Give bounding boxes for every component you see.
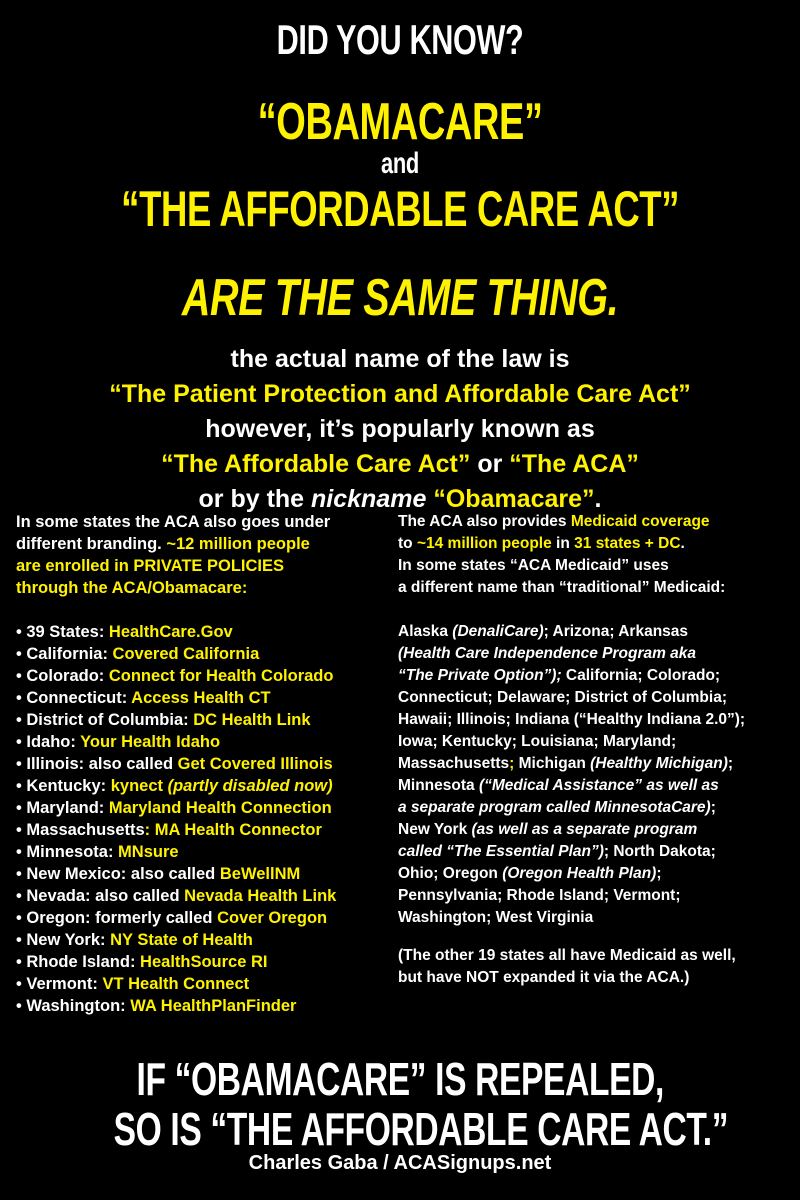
- text-segment: • Washington:: [16, 997, 131, 1015]
- text-segment: ;: [509, 755, 515, 772]
- text-segment: Covered California: [112, 645, 260, 663]
- text-segment: Maryland Health Connection: [108, 799, 332, 817]
- text-segment: : MA Health Connector: [144, 821, 322, 839]
- medicaid-intro: [398, 511, 795, 599]
- list-item: [16, 863, 398, 885]
- text-segment: a different name than “traditional” Medicaid:: [398, 579, 726, 596]
- text-segment: (The other 19 states all have Medicaid as well,: [398, 947, 736, 964]
- text-segment: the actual name of the law is: [230, 345, 570, 373]
- list-item: [16, 775, 398, 797]
- text-segment: through the ACA/Obamacare:: [16, 579, 248, 597]
- text-segment: to: [398, 535, 417, 552]
- text-segment: • Rhode Island:: [16, 953, 141, 971]
- text-segment: ; North Dakota;: [603, 843, 716, 860]
- text-segment: Massachusetts: [398, 755, 510, 772]
- text-segment: Connecticut; Delaware; District of Columbia;: [398, 689, 727, 706]
- text-segment: (as well as a separate program: [471, 821, 698, 838]
- list-item: [16, 885, 398, 907]
- text-segment: WA HealthPlanFinder: [130, 997, 297, 1015]
- text-segment: different branding.: [16, 535, 167, 553]
- text-segment: 31 states + DC: [574, 535, 681, 552]
- list-item: [16, 973, 398, 995]
- text-segment: “Obamacare”: [433, 485, 595, 513]
- text-segment: Minnesota: [398, 777, 479, 794]
- text-segment: but have NOT expanded it via the ACA.): [398, 969, 690, 986]
- headline-obamacare: [0, 92, 800, 152]
- repeal-headline-line1: IF “OBAMACARE” IS REPEALED,: [136, 1053, 664, 1105]
- private-policies-intro: [16, 511, 398, 599]
- list-item: [16, 797, 398, 819]
- conjunction-and-text: and: [381, 147, 419, 180]
- text-segment: In some states the ACA also goes under: [16, 513, 331, 531]
- text-segment: ;: [656, 865, 662, 882]
- repeal-headline-line2: SO IS “THE AFFORDABLE CARE ACT.”: [113, 1103, 729, 1155]
- headline-affordable-care-act-text: “THE AFFORDABLE CARE ACT”: [121, 181, 679, 237]
- text-segment: In some states “ACA Medicaid” uses: [398, 557, 669, 574]
- text-segment: • Illinois: also called: [16, 755, 178, 773]
- text-segment: Michigan: [514, 755, 591, 772]
- text-segment: are enrolled in PRIVATE POLICIES: [16, 557, 285, 575]
- private-policies-column: [16, 511, 398, 1017]
- text-segment: • Colorado:: [16, 667, 109, 685]
- text-segment: VT Health Connect: [102, 975, 250, 993]
- text-segment: HealthSource RI: [140, 953, 268, 971]
- list-item: [16, 621, 398, 643]
- text-segment: • 39 States:: [16, 623, 109, 641]
- text-segment: Cover Oregon: [217, 909, 328, 927]
- text-segment: Nevada Health Link: [184, 887, 337, 905]
- medicaid-states-paragraph: [398, 621, 795, 929]
- text-segment: Get Covered Illinois: [177, 755, 333, 773]
- text-segment: Hawaii; Illinois; Indiana (“Healthy Indiana 2.0”);: [398, 711, 746, 728]
- list-item: [16, 687, 398, 709]
- text-segment: Iowa; Kentucky; Louisiana; Maryland;: [398, 733, 677, 750]
- list-item: [16, 995, 398, 1017]
- text-segment: • New York:: [16, 931, 111, 949]
- text-segment: ~14 million people: [416, 535, 552, 552]
- text-segment: “The ACA”: [509, 450, 639, 478]
- medicaid-note: [398, 945, 795, 989]
- text-segment: .: [680, 535, 685, 552]
- credit-line: Charles Gaba / ACASignups.net: [248, 1152, 552, 1174]
- text-segment: HealthCare.Gov: [108, 623, 233, 641]
- text-segment: • Idaho:: [16, 733, 81, 751]
- text-segment: The ACA also provides: [398, 513, 571, 530]
- text-segment: Washington; West Virginia: [398, 909, 594, 926]
- text-segment: • Kentucky:: [16, 777, 111, 795]
- text-segment: New York: [398, 821, 472, 838]
- text-segment: California; Colorado;: [561, 667, 721, 684]
- state-exchanges-list: [16, 621, 398, 1017]
- text-segment: • Minnesota:: [16, 843, 119, 861]
- text-segment: Ohio; Oregon: [398, 865, 503, 882]
- list-item: [16, 753, 398, 775]
- text-segment: • California:: [16, 645, 113, 663]
- text-segment: ; Arizona; Arkansas: [543, 623, 689, 640]
- list-item: [16, 731, 398, 753]
- text-segment: • New Mexico: also called: [16, 865, 220, 883]
- text-segment: Your Health Idaho: [80, 733, 221, 751]
- headline-obamacare-text: “OBAMACARE”: [257, 93, 543, 151]
- list-item: [16, 841, 398, 863]
- text-segment: BeWellNM: [219, 865, 301, 883]
- text-segment: MNsure: [118, 843, 179, 861]
- text-segment: Access Health CT: [131, 689, 271, 707]
- medicaid-column: [398, 511, 795, 1017]
- text-segment: • Connecticut:: [16, 689, 132, 707]
- text-segment: (Healthy Michigan): [590, 755, 728, 772]
- conjunction-and: [0, 147, 800, 181]
- text-segment: DC Health Link: [193, 711, 311, 729]
- text-segment: Alaska: [398, 623, 453, 640]
- repeal-headline: [0, 1054, 800, 1154]
- text-segment: kynect: [110, 777, 168, 795]
- two-column-section: [16, 511, 795, 1017]
- text-segment: Pennsylvania; Rhode Island; Vermont;: [398, 887, 681, 904]
- text-segment: (“Medical Assistance” as well as: [478, 777, 719, 794]
- text-segment: (partly disabled now): [167, 777, 333, 795]
- text-segment: (Health Care Independence Program aka: [398, 645, 697, 662]
- text-segment: nickname: [311, 485, 427, 513]
- headline-affordable-care-act: [0, 180, 800, 238]
- text-segment: however, it’s popularly known as: [205, 415, 595, 443]
- text-segment: called “The Essential Plan”): [398, 843, 604, 860]
- kicker-text: DID YOU KNOW?: [276, 16, 524, 63]
- text-segment: a separate program called MinnesotaCare): [398, 799, 711, 816]
- list-item: [16, 665, 398, 687]
- text-segment: • Maryland:: [16, 799, 109, 817]
- text-segment: in: [551, 535, 575, 552]
- text-segment: • Massachusetts: [16, 821, 145, 839]
- text-segment: • Vermont:: [16, 975, 103, 993]
- text-segment: NY State of Health: [110, 931, 253, 949]
- text-segment: • Oregon: formerly called: [16, 909, 218, 927]
- list-item: [16, 819, 398, 841]
- headline-same-thing: [0, 268, 800, 328]
- text-segment: • District of Columbia:: [16, 711, 194, 729]
- text-segment: Medicaid coverage: [570, 513, 710, 530]
- text-segment: (DenaliCare): [452, 623, 544, 640]
- text-segment: • Nevada: also called: [16, 887, 185, 905]
- text-segment: “The Patient Protection and Affordable Care Act”: [109, 380, 691, 408]
- text-segment: ;: [710, 799, 716, 816]
- text-segment: (Oregon Health Plan): [502, 865, 657, 882]
- headline-same-thing-text: ARE THE SAME THING.: [181, 269, 619, 327]
- list-item: [16, 709, 398, 731]
- kicker: [0, 16, 800, 64]
- list-item: [16, 643, 398, 665]
- text-segment: “The Private Option”);: [398, 667, 562, 684]
- text-segment: or: [470, 450, 510, 478]
- text-segment: .: [594, 485, 602, 513]
- list-item: [16, 907, 398, 929]
- text-segment: Connect for Health Colorado: [108, 667, 334, 685]
- text-segment: “The Affordable Care Act”: [161, 450, 471, 478]
- text-segment: ;: [727, 755, 734, 772]
- list-item: [16, 929, 398, 951]
- list-item: [16, 951, 398, 973]
- law-name-paragraph: [0, 342, 800, 517]
- text-segment: ~12 million people: [166, 535, 310, 553]
- text-segment: or by the: [198, 485, 312, 513]
